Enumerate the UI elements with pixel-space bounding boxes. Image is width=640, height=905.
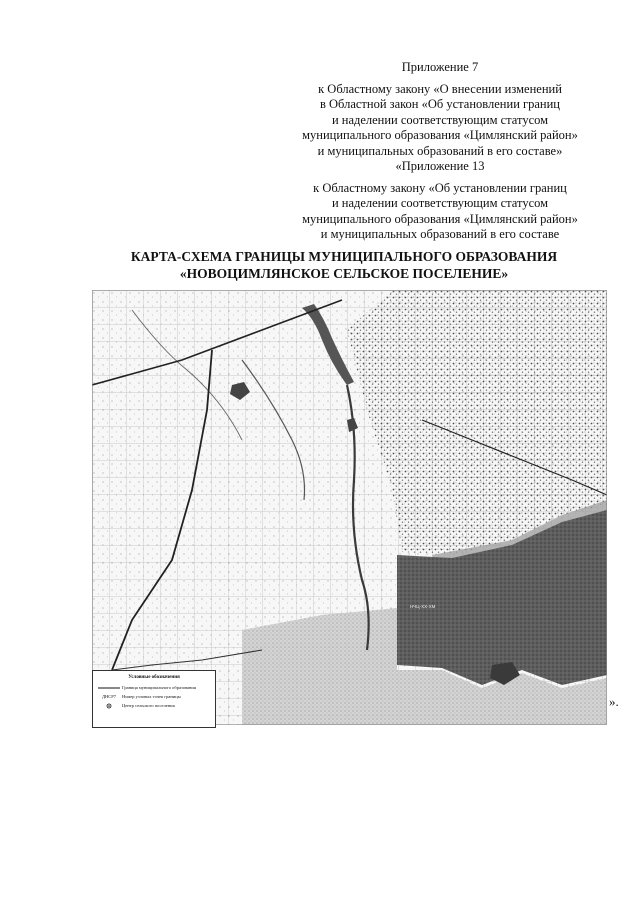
appendix-13-heading: «Приложение 13: [395, 159, 485, 173]
appendix-13-line: и наделении соответствующим статусом: [331, 196, 549, 210]
legend-title: Условные обозначения: [128, 675, 180, 680]
map-title-line-1: КАРТА-СХЕМА ГРАНИЦЫ МУНИЦИПАЛЬНОГО ОБРАЗОВАНИЯ: [130, 249, 558, 264]
appendix-13-line: и муниципальных образований в его составе: [320, 227, 560, 241]
closing-quote: ».: [609, 694, 619, 709]
map-center-label: НЧЦ-ХХ-ХМ: [410, 604, 436, 609]
appendix-7-line: и муниципальных образований в его составе»: [317, 143, 563, 158]
map-title: [70, 248, 618, 282]
map-legend: [92, 670, 216, 728]
legend-label: Граница муниципального образования: [122, 685, 196, 690]
appendix-7-block: [290, 60, 590, 159]
legend-row: [93, 692, 215, 701]
boundary-line-icon: [96, 686, 122, 690]
appendix-7-heading: Приложение 7: [401, 60, 479, 74]
appendix-7-line: и наделении соответствующим статусом: [331, 112, 549, 127]
legend-row: [93, 683, 215, 692]
map-title-line-2: «НОВОЦИМЛЯНСКОЕ СЕЛЬСКОЕ ПОСЕЛЕНИЕ»: [179, 266, 509, 281]
appendix-13-line: муниципального образования «Цимлянский район»: [302, 211, 578, 226]
appendix-13-line: к Областному закону «Об установлении границ: [313, 180, 567, 195]
appendix-13-block: [290, 159, 590, 243]
appendix-7-line: муниципального образования «Цимлянский район»: [302, 128, 578, 142]
appendix-7-line: в Областной закон «Об установлении границ: [319, 97, 560, 111]
legend-row: [93, 701, 215, 710]
settlement-center-icon: [96, 703, 122, 709]
boundary-map: [92, 290, 607, 725]
legend-label: Номер узловых точек границы: [122, 694, 181, 699]
legend-symbol-text: ДНСР7: [101, 694, 117, 699]
legend-label: Центр сельского поселения: [122, 703, 175, 708]
appendix-7-line: к Областному закону «О внесении изменений: [318, 81, 562, 96]
